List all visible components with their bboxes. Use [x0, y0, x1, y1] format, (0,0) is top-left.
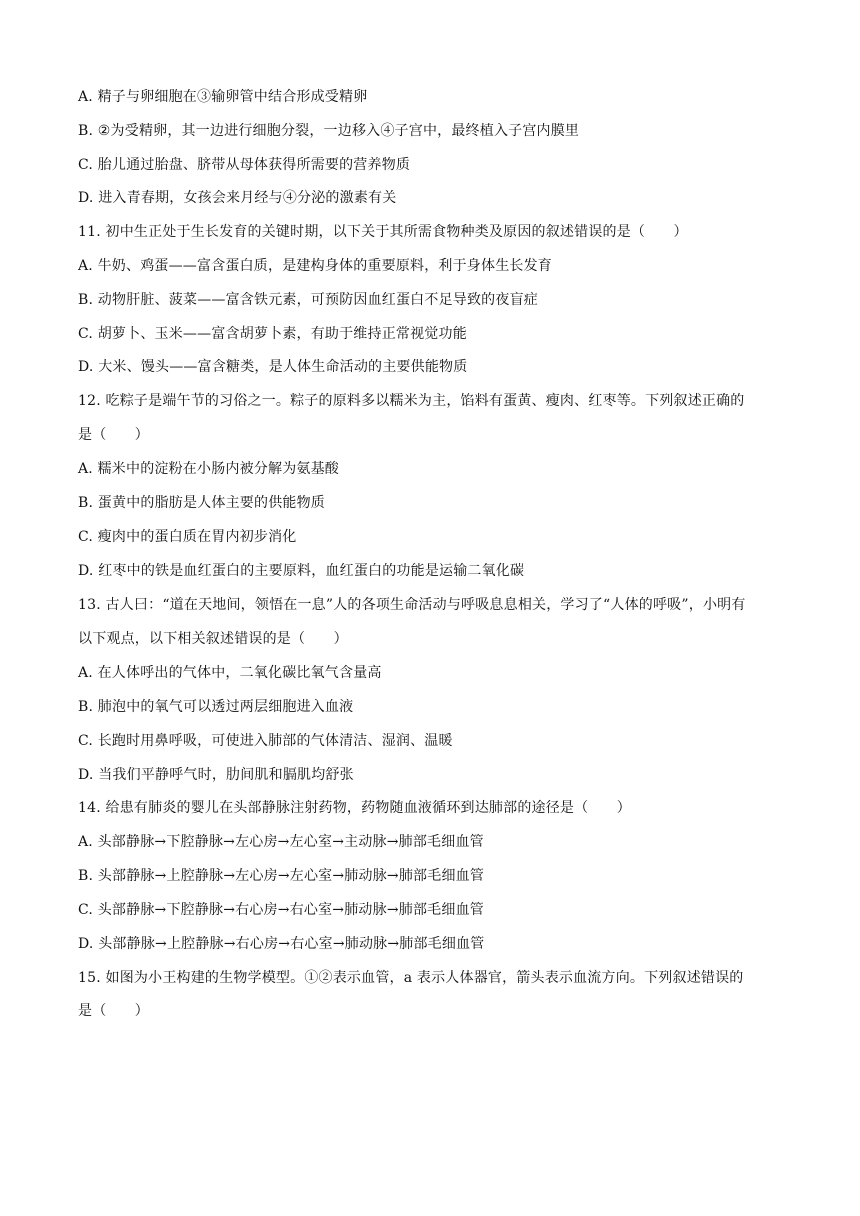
- option-line: C. 胎儿通过胎盘、脐带从母体获得所需要的营养物质: [78, 157, 411, 173]
- option-line: B. 动物肝脏、菠菜——富含铁元素，可预防因血红蛋白不足导致的夜盲症: [78, 292, 538, 308]
- option-line: A. 糯米中的淀粉在小肠内被分解为氨基酸: [78, 461, 340, 477]
- option-line: B. 肺泡中的氧气可以透过两层细胞进入血液: [78, 699, 354, 715]
- option-line: A. 牛奶、鸡蛋——富含蛋白质，是建构身体的重要原料，利于身体生长发育: [78, 258, 553, 274]
- question-14-stem: 14. 给患有肺炎的婴儿在头部静脉注射药物，药物随血液循环到达肺部的途径是（ ）: [78, 800, 631, 816]
- option-line: D. 大米、馒头——富含糖类，是人体生命活动的主要供能物质: [78, 359, 468, 375]
- question-15-stem-cont: 是（ ）: [78, 1003, 149, 1019]
- option-line: A. 在人体呼出的气体中，二氧化碳比氧气含量高: [78, 665, 382, 681]
- question-11-stem: 11. 初中生正处于生长发育的关键时期，以下关于其所需食物种类及原因的叙述错误的是（ ）: [78, 224, 688, 240]
- option-line: D. 头部静脉→上腔静脉→右心房→右心室→肺动脉→肺部毛细血管: [78, 936, 485, 952]
- option-line: C. 头部静脉→下腔静脉→右心房→右心室→肺动脉→肺部毛细血管: [78, 902, 484, 918]
- option-line: C. 瘦肉中的蛋白质在胃内初步消化: [78, 529, 297, 545]
- option-line: C. 胡萝卜、玉米——富含胡萝卜素，有助于维持正常视觉功能: [78, 326, 467, 342]
- option-line: A. 精子与卵细胞在③输卵管中结合形成受精卵: [78, 89, 368, 105]
- option-line: D. 红枣中的铁是血红蛋白的主要原料，血红蛋白的功能是运输二氧化碳: [78, 563, 525, 579]
- option-line: A. 头部静脉→下腔静脉→左心房→左心室→主动脉→肺部毛细血管: [78, 834, 484, 850]
- option-line: B. 头部静脉→上腔静脉→左心房→左心室→肺动脉→肺部毛细血管: [78, 868, 485, 884]
- option-line: C. 长跑时用鼻呼吸，可使进入肺部的气体清洁、湿润、温暖: [78, 733, 453, 749]
- question-15-stem: 15. 如图为小王构建的生物学模型。①②表示血管，a 表示人体器官，箭头表示血流方向。下列叙述错误的: [78, 970, 744, 986]
- option-line: D. 当我们平静呼气时，肋间肌和膈肌均舒张: [78, 767, 354, 783]
- question-12-stem-cont: 是（ ）: [78, 427, 149, 443]
- question-13-stem-cont: 以下观点，以下相关叙述错误的是（ ）: [78, 631, 348, 647]
- option-line: D. 进入青春期，女孩会来月经与④分泌的激素有关: [78, 190, 397, 206]
- option-line: B. ②为受精卵，其一边进行细胞分裂，一边移入④子宫中，最终植入子宫内膜里: [78, 123, 580, 139]
- option-line: B. 蛋黄中的脂肪是人体主要的供能物质: [78, 495, 325, 511]
- question-13-stem: 13. 古人曰：“道在天地间，领悟在一息”人的各项生命活动与呼吸息息相关，学习了“人体的呼吸”，小明有: [78, 597, 746, 613]
- question-12-stem: 12. 吃粽子是端午节的习俗之一。粽子的原料多以糯米为主，馅料有蛋黄、瘦肉、红枣等。下列叙述正确的: [78, 393, 745, 409]
